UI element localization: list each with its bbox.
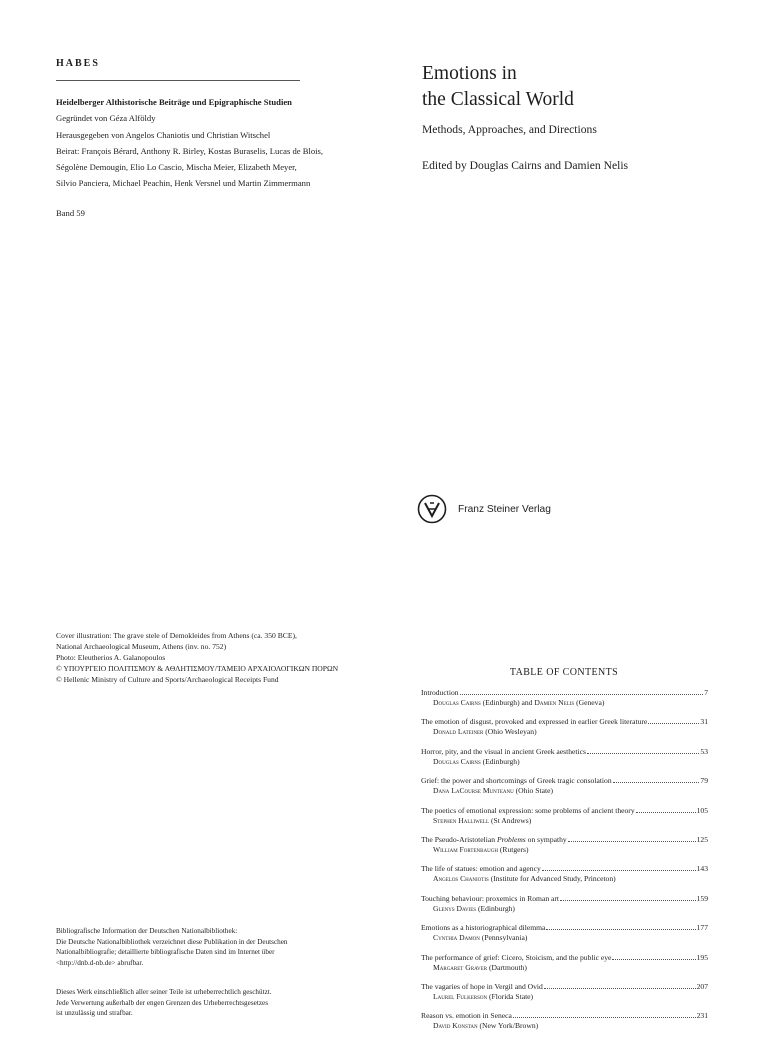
toc-leader-dots <box>560 900 696 901</box>
toc-leader-dots <box>568 841 696 842</box>
toc-entry <box>421 776 708 805</box>
cover-credits <box>56 630 386 685</box>
toc-entry-author: William Fortenbaugh (Rutgers) <box>433 844 529 854</box>
toc-entry-title: Grief: the power and shortcomings of Greek tragic consolation <box>421 776 612 786</box>
toc-entry <box>421 747 708 776</box>
series-board-line-3: Silvio Panciera, Michael Peachin, Henk Versnel und Martin Zimmermann <box>56 178 311 189</box>
biblio-line: <http://dnb.d-nb.de> abrufbar. <box>56 958 144 967</box>
toc-entry-author: Donald Lateiner (Ohio Wesleyan) <box>433 727 537 737</box>
publisher-name: Franz Steiner Verlag <box>458 504 551 515</box>
series-board-line-2: Ségolène Demougin, Elio Lo Cascio, Mischa Meier, Elizabeth Meyer, <box>56 162 297 173</box>
biblio-line: Bibliografische Information der Deutschen Nationalbibliothek: <box>56 927 238 935</box>
toc-entry-title: Reason vs. emotion in Seneca <box>421 1011 512 1021</box>
toc-entry <box>421 894 708 923</box>
book-title <box>422 61 742 113</box>
book-subtitle: Methods, Approaches, and Directions <box>422 123 597 136</box>
toc-entry-title: Emotions as a historiographical dilemma <box>421 923 546 933</box>
toc-entry-title: The vagaries of hope in Vergil and Ovid <box>421 981 543 991</box>
cover-credit-line: National Archaeological Museum, Athens (inv. no. 752) <box>56 642 227 651</box>
cover-credit-line: Cover illustration: The grave stele of Demokleides from Athens (ca. 350 BCE), <box>56 631 297 640</box>
toc-entry-title: The life of statues: emotion and agency <box>421 864 541 874</box>
bibliographic-note <box>56 926 356 968</box>
toc-entry-page: 105 <box>696 805 708 815</box>
toc-leader-dots <box>542 870 696 871</box>
toc-entry-author: Angelos Chaniotis (Institute for Advanced Study, Princeton) <box>433 874 616 884</box>
cover-credit-line: © Hellenic Ministry of Culture and Sports/Archaeological Receipts Fund <box>56 675 279 684</box>
volume-number: Band 59 <box>56 208 85 218</box>
toc-entry-author: Douglas Cairns (Edinburgh) <box>433 756 520 766</box>
series-label: HABES <box>56 58 100 69</box>
rights-line: Dieses Werk einschließlich aller seiner Teile ist urheberrechtlich geschützt. <box>56 988 272 996</box>
toc-entry-author: David Konstan (New York/Brown) <box>433 1021 539 1031</box>
publisher-logo-icon <box>417 494 447 524</box>
copyright-note <box>56 987 356 1019</box>
toc-entry <box>421 923 708 952</box>
toc-leader-dots <box>636 812 696 813</box>
toc-entry-author: Douglas Cairns (Edinburgh) and Damien Nelis (Geneva) <box>433 698 605 707</box>
toc-leader-dots <box>460 694 704 695</box>
toc-entry-author: Stephen Halliwell (St Andrews) <box>433 815 532 825</box>
series-rule <box>56 80 300 81</box>
toc-entry-page: 231 <box>696 1011 708 1021</box>
toc-entry-page: 143 <box>696 864 708 874</box>
toc-entry-author: Margaret Graver (Dartmouth) <box>433 962 527 972</box>
rights-line: Jede Verwertung außerhalb der engen Grenzen des Urheberrechtsgesetzes <box>56 998 268 1007</box>
biblio-line: Die Deutsche Nationalbibliothek verzeichnet diese Publikation in der Deutschen <box>56 937 288 946</box>
rights-line: ist unzulässig und strafbar. <box>56 1009 133 1018</box>
series-editors: Herausgegeben von Angelos Chaniotis und Christian Witschel <box>56 129 271 140</box>
toc-entry-title: The Pseudo-Aristotelian Problems on sympathy <box>421 834 567 844</box>
toc-entry <box>421 982 708 1011</box>
toc-leader-dots <box>587 753 699 754</box>
toc-entry <box>421 835 708 864</box>
toc-entry-page: 195 <box>696 952 708 962</box>
series-info <box>56 94 356 192</box>
toc-entry-author: Glenys Davies (Edinburgh) <box>433 903 515 913</box>
toc-entry-page: 53 <box>700 746 708 756</box>
toc-entry-page: 207 <box>696 981 708 991</box>
toc-entry <box>421 1011 708 1040</box>
cover-credit-line: Photo: Eleutherios A. Galanopoulos <box>56 653 166 662</box>
toc-entry-title: Introduction <box>421 688 459 697</box>
toc-entry <box>421 688 708 717</box>
toc-entry-title: Horror, pity, and the visual in ancient Greek aesthetics <box>421 746 586 756</box>
toc-entry-author: Dana LaCourse Munteanu (Ohio State) <box>433 786 553 796</box>
toc-heading: TABLE OF CONTENTS <box>509 667 619 678</box>
toc-entry <box>421 717 708 746</box>
toc-entry-page: 159 <box>696 893 708 903</box>
toc-leader-dots <box>613 782 700 783</box>
toc-entry-page: 125 <box>696 834 708 844</box>
toc-leader-dots <box>513 1017 696 1018</box>
book-editors: Edited by Douglas Cairns and Damien Nelis <box>422 159 629 172</box>
toc-entry-title: The poetics of emotional expression: some problems of ancient theory <box>421 805 635 815</box>
toc-entry <box>421 806 708 835</box>
toc-entry-page: 7 <box>704 688 708 697</box>
toc-leader-dots <box>612 959 695 960</box>
toc-entry-title: Touching behaviour: proxemics in Roman art <box>421 893 560 903</box>
toc-entry <box>421 864 708 893</box>
toc-entry-author: Laurel Fulkerson (Florida State) <box>433 991 534 1001</box>
biblio-line: Nationalbibliografie; detaillierte bibliografische Daten sind im Internet über <box>56 948 275 957</box>
toc-leader-dots <box>648 723 699 724</box>
toc-entry-author: Cynthia Damon (Pennsylvania) <box>433 933 528 943</box>
toc-entry-title: The performance of grief: Cicero, Stoicism, and the public eye <box>421 952 612 962</box>
toc-entry <box>421 953 708 982</box>
table-of-contents <box>421 688 708 1041</box>
toc-entry-page: 31 <box>700 717 708 727</box>
toc-entry-title: The emotion of disgust, provoked and expressed in earlier Greek literature <box>421 717 648 727</box>
series-board-line-1: Beirat: François Bérard, Anthony R. Birley, Kostas Buraselis, Lucas de Blois, <box>56 145 324 156</box>
toc-leader-dots <box>544 988 696 989</box>
cover-credit-line: © ΥΠΟΥΡΓΕΙΟ ΠΟΛΙΤΙΣΜΟΥ & ΑΘΛΗΤΙΣΜΟΥ/ΤΑΜΕΙΟ ΑΡΧΑΙΟΛΟΓΙΚΩΝ ΠΟΡΩΝ <box>56 664 339 673</box>
toc-entry-page: 177 <box>696 923 708 933</box>
toc-entry-page: 79 <box>700 776 708 786</box>
series-founded: Gegründet von Géza Alföldy <box>56 113 156 124</box>
toc-leader-dots <box>546 929 695 930</box>
series-full-title: Heidelberger Althistorische Beiträge und Epigraphische Studien <box>56 97 292 107</box>
book-title-line-2: the Classical World <box>422 89 574 110</box>
book-title-line-1: Emotions in <box>422 63 517 84</box>
